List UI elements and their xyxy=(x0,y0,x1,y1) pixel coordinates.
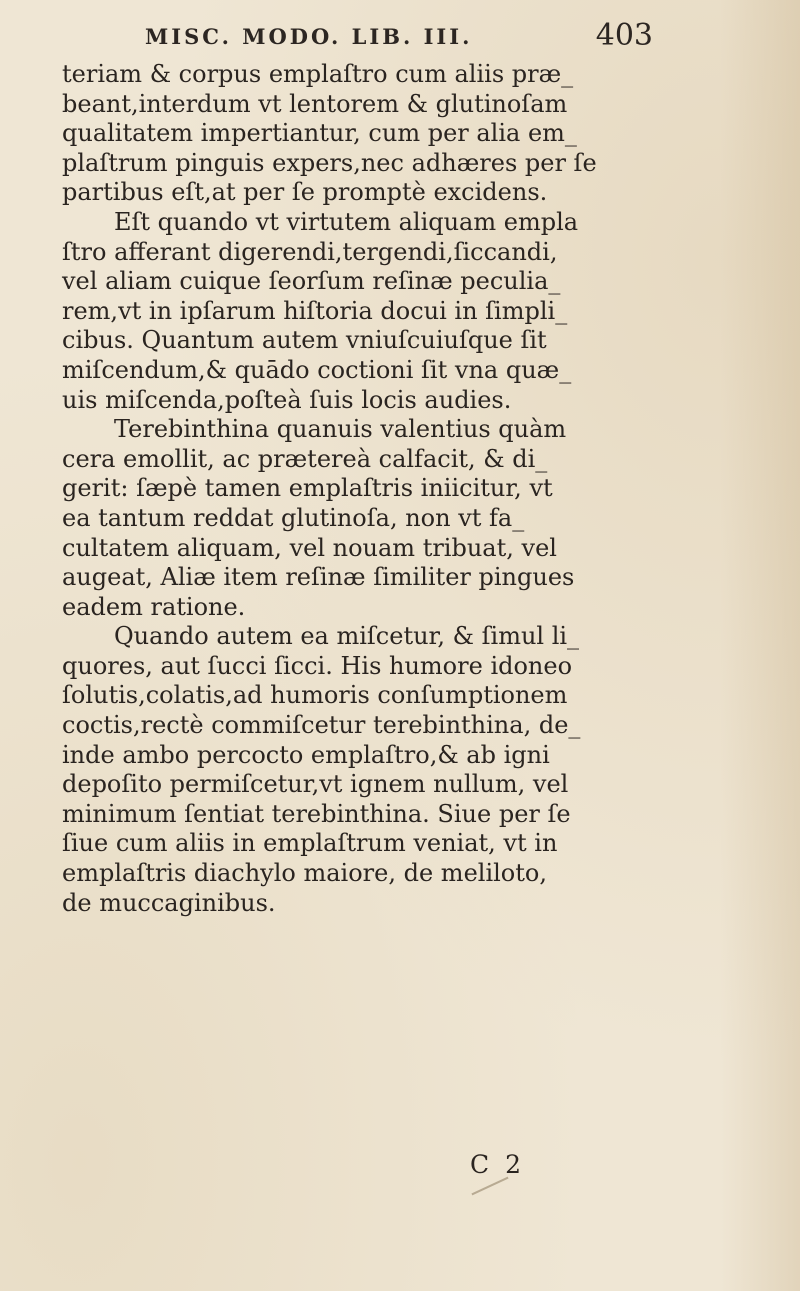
text-line: partibus eſt,at per ſe promptè excidens. xyxy=(62,178,548,207)
page-number: 403 xyxy=(595,18,653,53)
text-line: cibus. Quantum autem vniuſcuiuſque ſit xyxy=(62,326,547,355)
text-line: rem,vt in ipſarum hiſtoria docui in ſimpli_ xyxy=(62,296,568,325)
text-line: miſcendum,& quādo coctioni ſit vna quæ_ xyxy=(62,355,572,384)
text-line: inde ambo percocto emplaſtro,& ab igni xyxy=(62,740,550,769)
text-line: cultatem aliquam, vel nouam tribuat, vel xyxy=(62,533,557,562)
text-line: Eſt quando vt virtutem aliquam empla xyxy=(114,207,579,236)
text-line: vel aliam cuique ſeorſum reſinæ peculia_ xyxy=(62,267,561,296)
running-title: MISC. MODO. LIB. III. xyxy=(145,24,473,49)
text-line: ea tantum reddat glutinoſa, non vt fa_ xyxy=(62,503,525,532)
body-text xyxy=(62,60,660,918)
text-line: ſiue cum aliis in emplaſtrum veniat, vt in xyxy=(62,829,558,858)
text-line: quores, aut ſucci ſicci. His humore idoneo xyxy=(62,651,573,680)
text-line: depoſito permiſcetur,vt ignem nullum, vel xyxy=(62,770,569,799)
text-line: minimum ſentiat terebinthina. Siue per ſe xyxy=(62,799,571,828)
text-line: plaſtrum pinguis expers,nec adhæres per ſe xyxy=(62,148,597,177)
text-line: coctis,rectè commiſcetur terebinthina, de_ xyxy=(62,711,581,740)
text-line: eadem ratione. xyxy=(62,592,246,621)
text-line: teriam & corpus emplaſtro cum aliis præ_ xyxy=(62,60,574,88)
text-line: beant,interdum vt lentorem & glutinoſam xyxy=(62,89,568,118)
text-line: uis miſcenda,poſteà ſuis locis audies. xyxy=(62,385,512,414)
text-line: Quando autem ea miſcetur, & ſimul li_ xyxy=(114,622,580,651)
signature-mark: C 2 xyxy=(470,1150,525,1179)
text-line: qualitatem impertiantur, cum per alia em_ xyxy=(62,119,577,148)
text-line: gerit: ſæpè tamen emplaſtris iniicitur, vt xyxy=(62,474,553,503)
ink-stroke xyxy=(471,1177,508,1196)
text-line: ſolutis,colatis,ad humoris conſumptionem xyxy=(62,681,568,710)
text-line: cera emollit, ac prætereà calfacit, & di_ xyxy=(62,444,548,473)
text-line: augeat, Aliæ item reſinæ ſimiliter pingues xyxy=(62,563,575,592)
text-line: Terebinthina quanuis valentius quàm xyxy=(114,415,567,444)
page-edge-shadow xyxy=(720,0,800,1291)
text-line: emplaſtris diachylo maiore, de meliloto, xyxy=(62,859,547,888)
text-line: de muccaginibus. xyxy=(62,888,276,917)
text-line: ſtro afferant digerendi,tergendi,ſiccandi, xyxy=(62,237,558,266)
running-head xyxy=(145,18,655,54)
